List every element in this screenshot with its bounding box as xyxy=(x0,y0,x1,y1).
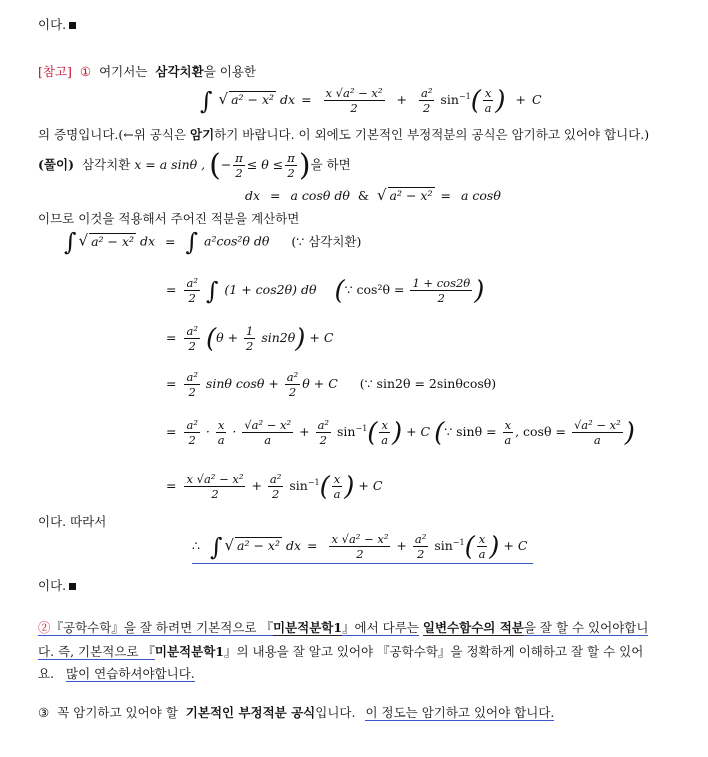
ref-note xyxy=(38,62,256,80)
therefore-line: 이다. 따라서 xyxy=(38,514,107,529)
item3-seg2: 입니다. xyxy=(315,705,356,720)
top-end-line xyxy=(38,15,76,33)
end-text: 이다. xyxy=(38,578,67,593)
end-mark-icon xyxy=(69,583,76,590)
item3-circle: ③ xyxy=(38,705,50,720)
item2-line2-b: 』의 내용을 잘 알고 있어야 『공학수학』을 정확하게 이해하고 잘 할 수 있어 xyxy=(223,644,644,659)
step-3: = $\frac{\text{a²}}{2}$ sinθ cosθ + $\frac{\text{a²}}{2}$ θ + C (∵ sin2θ = 2sinθcosθ) xyxy=(166,370,497,399)
ref-circle: ① xyxy=(79,64,92,79)
item2-bold2: 일변수함수의 적분 xyxy=(422,620,524,635)
final-formula: ∴ ∫ √ a² − x² dx = $\frac{\text{x √a² − x²}}{2}$ + $\frac{\text{a²}}{2}$ $\sin^{-1}$( $\frac{x}{a}$ ) + C xyxy=(192,532,533,564)
item2-seg3: 을 잘 할 수 있어야합니 xyxy=(523,620,649,635)
item3-underlined: 이 정도는 암기하고 있어야 합니다. xyxy=(365,705,555,720)
item2-seg2: 』에서 다루는 xyxy=(342,620,419,635)
item2-line2-a: 다. 즉, 기본적으로 『 xyxy=(38,644,155,659)
formula-integral-1: ∫ √ a² − x² dx = $\frac{\text{x √a² − x²}}{2}$ + $\frac{\text{a²}}{2}$ $\sin^{-1}$( $\frac{x}{a}$ ) + C xyxy=(200,85,542,116)
ref-text-after: 을 이용한 xyxy=(203,64,256,79)
item2-circle: ② xyxy=(38,620,51,635)
ref-bold: 삼각치환 xyxy=(155,64,204,79)
item2-seg1: 『공학수학』을 잘 하려면 기본적으로 『 xyxy=(50,620,273,635)
solution-suffix: 을 하면 xyxy=(310,157,351,172)
item2-line2 xyxy=(38,642,643,660)
top-end-text: 이다. xyxy=(38,17,67,32)
ref-label: [참고] xyxy=(38,64,72,79)
item3-bold: 기본적인 부정적분 공식 xyxy=(185,705,316,720)
step-2: = $\frac{\text{a²}}{2}$ (θ + $\frac{1}{2}$ sin2θ) + C xyxy=(166,323,334,354)
item2-bold1: 미분적분학1 xyxy=(272,620,343,635)
proof-line xyxy=(38,125,649,143)
substitution: x = a sinθ , xyxy=(134,157,206,172)
solution-text: 삼각치환 xyxy=(81,157,131,172)
step-0: ∫ √ a² − x² dx = ∫ a²cos²θ dθ (∵ 삼각치환) xyxy=(64,228,362,256)
item2-line3-a: 요. xyxy=(38,666,55,681)
item2-line1 xyxy=(38,618,648,636)
item3-seg1: 꼭 암기하고 있어야 할 xyxy=(57,705,178,720)
step-5: = $\frac{\text{x √a² − x²}}{2}$ + $\frac{\text{a²}}{2}$ $\sin^{-1}$( $\frac{x}{a}$ ) + C xyxy=(166,471,383,502)
proof-text-1: 의 증명입니다.(←위 공식은 xyxy=(38,127,187,142)
item2-line3 xyxy=(38,664,195,682)
dx-relation: dx = a cosθ dθ & √ a² − x² = a cosθ xyxy=(245,186,501,204)
solution-label: (풀이) xyxy=(38,157,74,172)
ref-text-before: 여기서는 xyxy=(99,64,148,79)
proof-bold: 암기 xyxy=(190,127,215,142)
end-line xyxy=(38,576,76,594)
item2-line3-b: 많이 연습하셔야합니다. xyxy=(66,666,195,681)
step-4: = $\frac{\text{a²}}{2}$ · $\frac{x}{a}$ · $\frac{\text{√a² − x²}}{a}$ + $\frac{\text{a²}}{2}$ $\sin^{-1}$( $\frac{x}{a}$ ) + C (∵ sinθ = $\frac{x}{a}$ , cosθ = $\frac{\text{√a² − x²}}{a}$ ) xyxy=(166,417,635,448)
proof-text-2: 하기 바랍니다. 이 외에도 기본적인 부정적분의 공식은 암기하고 있어야 합니다.) xyxy=(214,127,650,142)
solution-line: (풀이) 삼각치환 x = a sinθ , (− $\frac{\pi}{2}$ ≤ θ ≤ $\frac{\pi}{2}$ )을 하면 xyxy=(38,147,351,183)
item2-line2-bold: 미분적분학1 xyxy=(154,644,224,659)
end-mark-icon xyxy=(69,22,76,29)
item3-line xyxy=(38,703,554,721)
step-1: = $\frac{\text{a²}}{2}$ ∫ (1 + cos2θ) dθ (∵ cos²θ = $\frac{1 + \cos 2\theta}{2}$ ) xyxy=(166,275,485,306)
because-trig: (∵ 삼각치환) xyxy=(291,233,362,249)
apply-line: 이므로 이것을 적용해서 주어진 적분을 계산하면 xyxy=(38,211,300,226)
